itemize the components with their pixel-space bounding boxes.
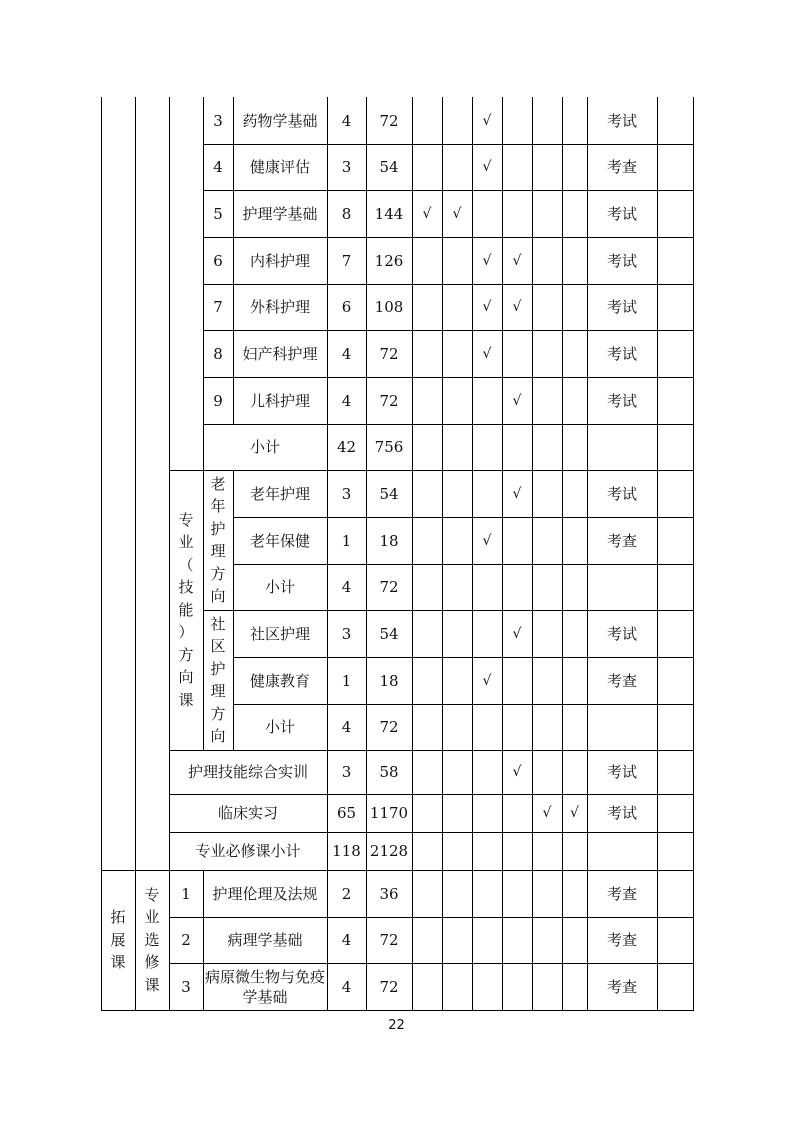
clinical-label: 临床实习 bbox=[217, 804, 278, 822]
course-hours: 72 bbox=[379, 111, 399, 130]
table-rule bbox=[203, 190, 694, 191]
table-rule bbox=[203, 97, 204, 751]
table-rule bbox=[412, 97, 413, 1011]
check-mark: √ bbox=[512, 252, 522, 269]
course-credit: 4 bbox=[341, 111, 352, 130]
assessment-type: 考查 bbox=[606, 531, 637, 550]
course-number: 2 bbox=[181, 931, 191, 949]
course-credit: 3 bbox=[341, 158, 352, 176]
table-rule bbox=[657, 97, 658, 1011]
table-rule bbox=[366, 97, 367, 1011]
check-mark: √ bbox=[512, 299, 522, 315]
check-mark: √ bbox=[482, 299, 492, 315]
table-rule bbox=[169, 470, 694, 471]
course-number: 5 bbox=[213, 204, 223, 223]
course-name: 护理学基础 bbox=[242, 204, 318, 223]
table-rule bbox=[203, 330, 694, 331]
course-name: 外科护理 bbox=[249, 298, 310, 316]
check-mark: √ bbox=[482, 159, 492, 175]
check-mark: √ bbox=[482, 532, 492, 549]
table-rule bbox=[532, 97, 533, 1011]
course-name: 护理伦理及法规 bbox=[212, 884, 318, 903]
assessment-type: 考试 bbox=[606, 391, 637, 410]
table-rule bbox=[233, 564, 694, 565]
course-number: 7 bbox=[213, 298, 223, 316]
course-name: 儿科护理 bbox=[249, 391, 310, 410]
assessment-type: 考试 bbox=[606, 251, 637, 270]
table-rule bbox=[233, 657, 694, 658]
course-number: 6 bbox=[213, 251, 223, 270]
subtotal-hours: 756 bbox=[374, 438, 404, 456]
course-name: 社区护理 bbox=[249, 624, 310, 643]
course-credit: 1 bbox=[341, 531, 352, 550]
course-name: 健康评估 bbox=[249, 158, 310, 176]
course-name: 内科护理 bbox=[249, 251, 310, 270]
assessment-type: 考试 bbox=[606, 763, 637, 781]
course-number: 3 bbox=[181, 977, 191, 996]
check-mark: √ bbox=[422, 205, 432, 222]
course-credit: 3 bbox=[341, 484, 352, 503]
check-mark: √ bbox=[512, 392, 522, 409]
table-rule bbox=[101, 1010, 694, 1011]
course-credit: 3 bbox=[341, 624, 352, 643]
table-rule bbox=[693, 97, 694, 1011]
course-number: 8 bbox=[213, 344, 223, 363]
course-hours: 108 bbox=[374, 298, 404, 316]
subtotal-label: 小计 bbox=[249, 438, 280, 456]
subtotal-credit: 4 bbox=[341, 578, 352, 596]
course-hours: 58 bbox=[379, 763, 399, 781]
assessment-type: 考查 bbox=[606, 884, 637, 903]
course-name: 药物学基础 bbox=[242, 111, 318, 130]
course-credit: 8 bbox=[341, 204, 352, 223]
table-rule bbox=[101, 870, 694, 871]
assessment-type: 考查 bbox=[606, 931, 637, 949]
course-credit: 4 bbox=[341, 344, 352, 363]
course-credit: 3 bbox=[341, 763, 352, 781]
course-hours: 72 bbox=[379, 977, 399, 996]
assessment-type: 考试 bbox=[606, 298, 637, 316]
course-number: 9 bbox=[213, 391, 223, 410]
table-rule bbox=[233, 517, 694, 518]
table-rule bbox=[169, 794, 694, 795]
check-mark: √ bbox=[482, 112, 492, 129]
course-number: 4 bbox=[213, 158, 223, 176]
course-name: 老年护理 bbox=[249, 484, 310, 503]
course-hours: 144 bbox=[374, 204, 404, 223]
course-hours: 72 bbox=[379, 344, 399, 363]
assessment-type: 考试 bbox=[606, 804, 637, 822]
assessment-type: 考试 bbox=[606, 111, 637, 130]
table-rule bbox=[135, 97, 136, 1011]
course-name: 病理学基础 bbox=[227, 931, 303, 949]
check-mark: √ bbox=[542, 805, 552, 821]
assessment-type: 考试 bbox=[606, 624, 637, 643]
table-rule bbox=[587, 97, 588, 1011]
course-credit: 7 bbox=[341, 251, 352, 270]
page-number: 22 bbox=[388, 1018, 405, 1033]
course-credit: 4 bbox=[341, 977, 352, 996]
table-rule bbox=[203, 377, 694, 378]
course-credit: 2 bbox=[341, 884, 352, 903]
course-hours: 54 bbox=[379, 484, 399, 503]
table-rule bbox=[203, 144, 694, 145]
check-mark: √ bbox=[512, 485, 522, 502]
course-hours: 54 bbox=[379, 624, 399, 643]
assessment-type: 考试 bbox=[606, 344, 637, 363]
practice-label: 护理技能综合实训 bbox=[187, 763, 308, 781]
table-rule bbox=[233, 704, 694, 705]
elective-course-label: 专 业 选 修 课 bbox=[144, 885, 160, 994]
course-credit: 4 bbox=[341, 931, 352, 949]
direction-course-label: 专 业 （ 技 能 ） 方 向 课 bbox=[178, 510, 194, 709]
course-hours: 126 bbox=[374, 251, 404, 270]
table-rule bbox=[502, 97, 503, 1011]
course-number: 3 bbox=[213, 111, 223, 130]
required-total-label: 专业必修课小计 bbox=[195, 842, 301, 860]
check-mark: √ bbox=[482, 252, 492, 269]
subtotal-hours: 72 bbox=[379, 718, 399, 736]
table-rule bbox=[169, 750, 694, 751]
check-mark: √ bbox=[512, 764, 522, 780]
table-rule bbox=[169, 832, 694, 833]
table-rule bbox=[203, 610, 694, 611]
course-credit: 4 bbox=[341, 391, 352, 410]
assessment-type: 考查 bbox=[606, 977, 637, 996]
elderly-direction-label: 老 年 护 理 方 向 bbox=[210, 474, 226, 605]
table-rule bbox=[562, 97, 563, 1011]
course-name: 健康教育 bbox=[249, 671, 310, 690]
assessment-type: 考查 bbox=[606, 158, 637, 176]
course-hours: 36 bbox=[379, 884, 399, 903]
extension-course-label: 拓 展 课 bbox=[110, 908, 126, 972]
course-number: 1 bbox=[181, 884, 191, 903]
table-rule bbox=[169, 963, 694, 964]
course-hours: 72 bbox=[379, 391, 399, 410]
subtotal-credit: 4 bbox=[341, 718, 352, 736]
table-rule bbox=[203, 237, 694, 238]
assessment-type: 考试 bbox=[606, 204, 637, 223]
check-mark: √ bbox=[482, 345, 492, 362]
course-hours: 18 bbox=[379, 531, 399, 550]
table-rule bbox=[169, 917, 694, 918]
table-rule bbox=[203, 870, 204, 1011]
subtotal-credit: 42 bbox=[336, 438, 357, 456]
course-hours: 72 bbox=[379, 931, 399, 949]
course-hours: 2128 bbox=[369, 842, 409, 860]
course-credit: 118 bbox=[332, 842, 361, 860]
table-rule bbox=[203, 284, 694, 285]
subtotal-label: 小计 bbox=[264, 718, 295, 736]
course-name: 妇产科护理 bbox=[242, 344, 318, 363]
subtotal-label: 小计 bbox=[264, 578, 295, 596]
check-mark: √ bbox=[512, 625, 522, 642]
course-credit: 1 bbox=[341, 671, 352, 690]
check-mark: √ bbox=[570, 805, 579, 821]
course-hours: 54 bbox=[379, 158, 399, 176]
table-rule bbox=[169, 97, 170, 1011]
course-name: 老年保健 bbox=[249, 531, 310, 550]
course-hours: 1170 bbox=[369, 804, 409, 822]
course-credit: 6 bbox=[341, 298, 352, 316]
table-rule bbox=[442, 97, 443, 1011]
course-credit: 65 bbox=[336, 804, 357, 822]
check-mark: √ bbox=[452, 205, 462, 222]
assessment-type: 考试 bbox=[606, 484, 637, 503]
community-direction-label: 社 区 护 理 方 向 bbox=[210, 614, 226, 745]
table-rule bbox=[327, 97, 328, 1011]
course-hours: 18 bbox=[379, 671, 399, 690]
check-mark: √ bbox=[482, 672, 492, 689]
subtotal-hours: 72 bbox=[379, 578, 399, 596]
assessment-type: 考查 bbox=[606, 671, 637, 690]
table-rule bbox=[233, 470, 234, 751]
course-name: 病原微生物与免疫学基础 bbox=[205, 967, 326, 1006]
table-rule bbox=[233, 97, 234, 425]
table-rule bbox=[472, 97, 473, 1011]
table-rule bbox=[101, 97, 102, 1011]
table-rule bbox=[203, 424, 694, 425]
